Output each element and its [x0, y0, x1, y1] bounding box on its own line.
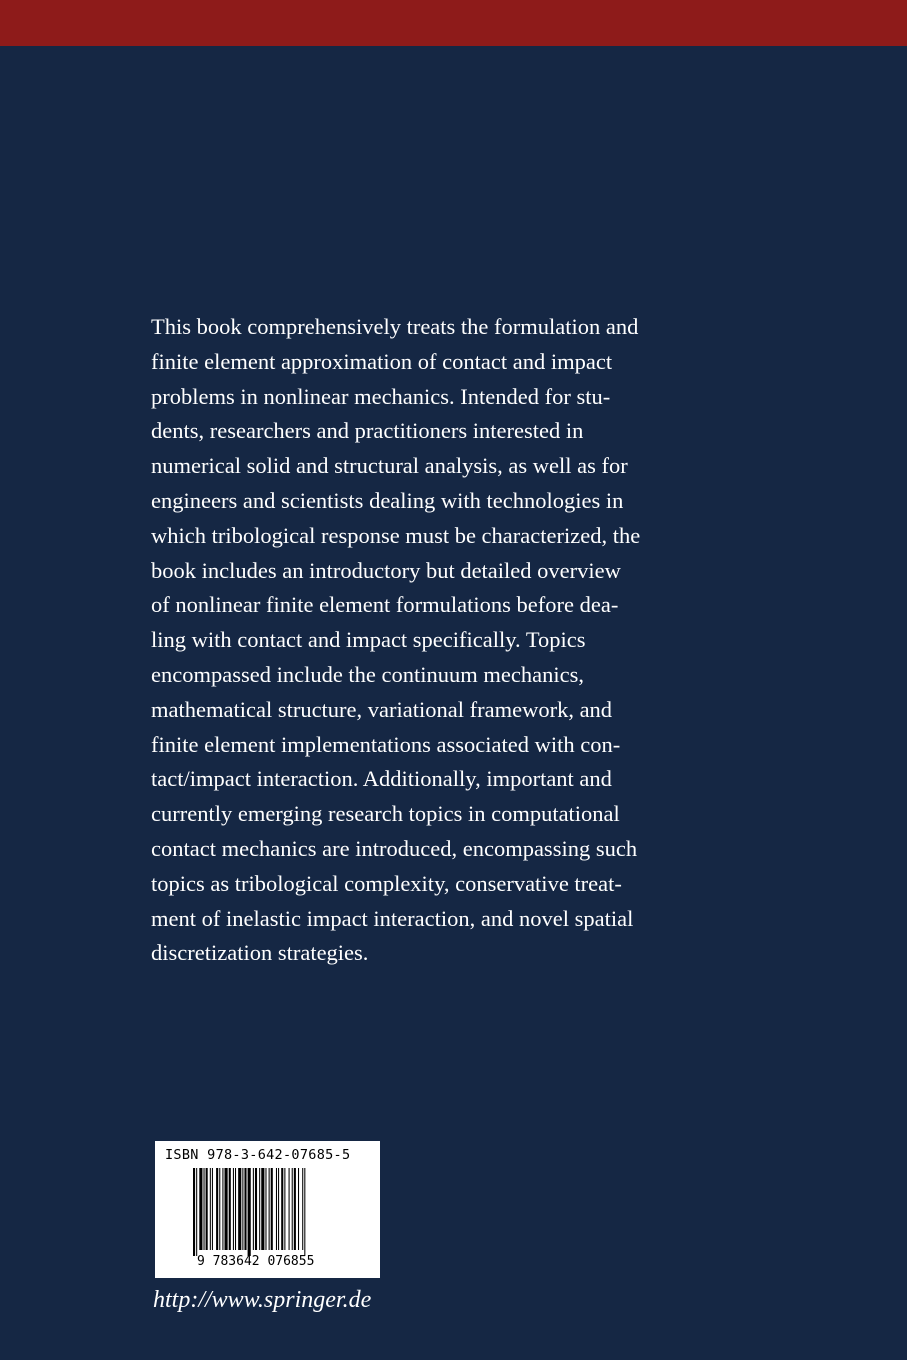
blurb-line: finite element implementations associated with con- — [151, 731, 621, 757]
barcode-bars — [193, 1168, 343, 1258]
barcode-bar — [281, 1168, 283, 1250]
barcode-bar — [259, 1168, 260, 1250]
blurb-line: ment of inelastic impact interaction, and novel spatial — [151, 905, 634, 931]
barcode-bar — [253, 1168, 254, 1250]
blurb-line: engineers and scientists dealing with technologies in — [151, 487, 624, 513]
publisher-url[interactable]: http://www.springer.de — [153, 1287, 372, 1313]
barcode-bar — [298, 1168, 299, 1250]
barcode-bar — [216, 1168, 218, 1250]
blurb-line: tact/impact interaction. Additionally, important and — [151, 766, 612, 792]
blurb-line: contact mechanics are introduced, encompassing such — [151, 835, 638, 861]
barcode-bar — [225, 1168, 228, 1250]
barcode-bar — [206, 1168, 208, 1250]
barcode-bar — [265, 1168, 266, 1250]
barcode-bar — [204, 1168, 205, 1250]
barcode-bar — [289, 1168, 290, 1250]
barcode-bar — [278, 1168, 279, 1250]
barcode-bar — [242, 1168, 243, 1250]
barcode-bar — [284, 1168, 285, 1250]
blurb-line: of nonlinear finite element formulations before dea- — [151, 592, 619, 618]
blurb-line: This book comprehensively treats the formulation and — [151, 314, 639, 339]
blurb-line: ling with contact and impact specifically. Topics — [151, 627, 586, 653]
barcode-bar — [193, 1168, 195, 1256]
barcode-number: 9 783642 076855 — [197, 1254, 315, 1269]
barcode-bar — [229, 1168, 231, 1250]
blurb-line: currently emerging research topics in computational — [151, 801, 620, 827]
barcode-bar — [219, 1168, 220, 1250]
barcode-bar — [199, 1168, 202, 1250]
barcode-bar — [292, 1168, 293, 1250]
top-red-band — [0, 0, 907, 46]
blurb-line: topics as tribological complexity, conservative treat- — [151, 870, 622, 896]
barcode-bar — [255, 1168, 257, 1250]
isbn-label: ISBN 978-3-642-07685-5 — [165, 1147, 351, 1163]
barcode-bar — [222, 1168, 223, 1250]
barcode-bar — [235, 1168, 236, 1250]
blurb-line: encompassed include the continuum mechanics, — [151, 661, 584, 687]
barcode-bar — [212, 1168, 213, 1250]
barcode-bar — [248, 1168, 251, 1256]
barcode-bar — [294, 1168, 296, 1250]
barcode-bar — [244, 1168, 246, 1250]
blurb-line: dents, researchers and practitioners interested in — [151, 418, 584, 444]
barcode-bar — [238, 1168, 241, 1250]
isbn-barcode — [155, 1141, 380, 1278]
blurb-line: book includes an introductory but detailed overview — [151, 557, 621, 583]
barcode-bar — [269, 1168, 270, 1250]
barcode-bar — [233, 1168, 234, 1250]
blurb-line: which tribological response must be characterized, the — [151, 522, 641, 548]
barcode-bar — [210, 1168, 211, 1250]
barcode-bar — [302, 1168, 303, 1250]
back-cover-blurb — [151, 310, 671, 971]
barcode-bar — [304, 1168, 305, 1256]
blurb-line: finite element approximation of contact and impact — [151, 348, 613, 374]
barcode-bar — [271, 1168, 273, 1250]
barcode-bar — [196, 1168, 197, 1256]
blurb-line: problems in nonlinear mechanics. Intended for stu- — [151, 383, 611, 409]
blurb-line: mathematical structure, variational framework, and — [151, 696, 613, 722]
barcode-bar — [261, 1168, 264, 1250]
blurb-line: numerical solid and structural analysis, as well as for — [151, 453, 628, 479]
barcode-bar — [276, 1168, 277, 1250]
blurb-line: discretization strategies. — [151, 940, 369, 966]
